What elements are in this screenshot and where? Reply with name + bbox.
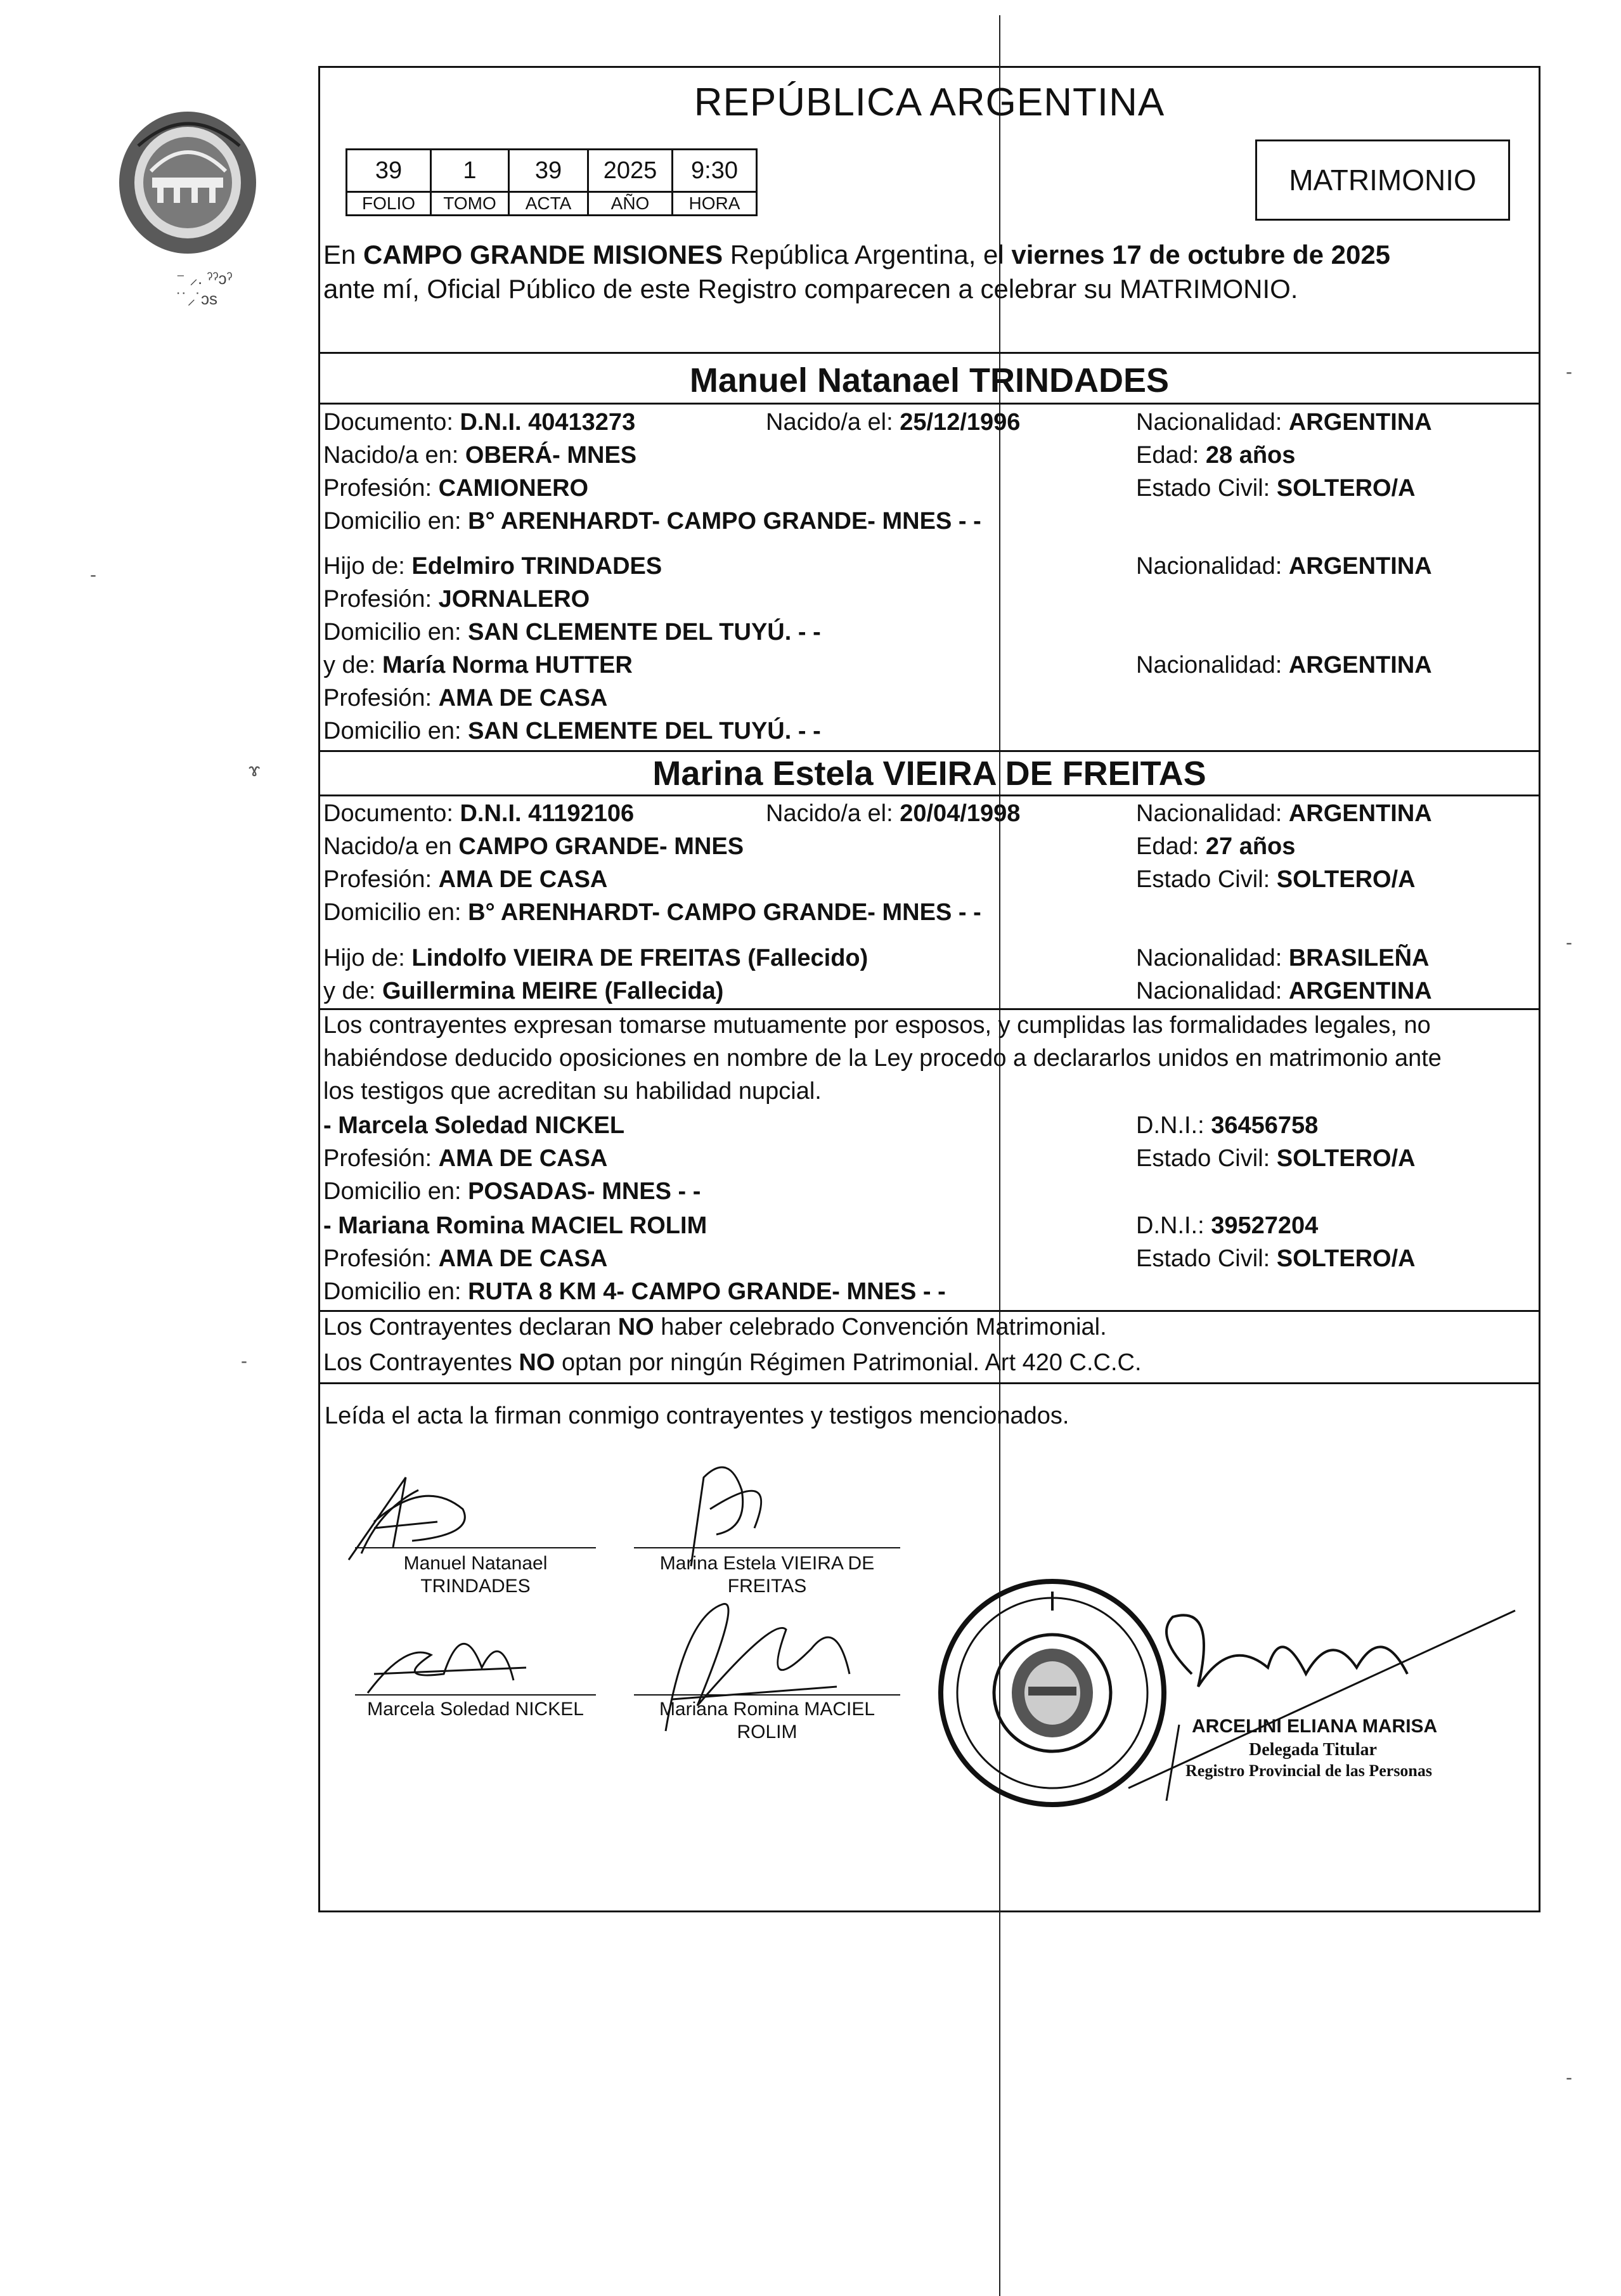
spouse2-age: Edad: 27 años	[1136, 833, 1296, 860]
seal-text-2: ˙˙⸝˙ɔs	[176, 289, 217, 308]
witness2-profession: Profesión: AMA DE CASA	[323, 1245, 608, 1272]
speck: ɤ	[249, 760, 261, 781]
sig-label-witness1: Marcela Soledad NICKEL	[367, 1699, 584, 1720]
country-title: REPÚBLICA ARGENTINA	[694, 81, 1165, 124]
spouse1-profession: Profesión: CAMIONERO	[323, 475, 589, 502]
sigline-2	[634, 1547, 900, 1548]
spouse2-father-nationality: Nacionalidad: BRASILEÑA	[1136, 945, 1430, 971]
sigline-1	[355, 1547, 596, 1548]
spouse2-mother-nationality: Nacionalidad: ARGENTINA	[1136, 978, 1432, 1004]
spouse2-born-in: Nacido/a en CAMPO GRANDE- MNES	[323, 833, 744, 860]
spouse1-domicile: Domicilio en: B° ARENHARDT- CAMPO GRANDE- MNES - -	[323, 508, 981, 535]
sigline-3	[355, 1694, 596, 1696]
spouse1-doc: Documento: D.N.I. 40413273	[323, 409, 636, 436]
hora-label: HORA	[673, 192, 757, 216]
closing-text: Leída el acta la firman conmigo contrayentes y testigos mencionados.	[325, 1403, 1069, 1429]
official-title: Delegada Titular	[1249, 1740, 1377, 1760]
spouse1-father-nationality: Nacionalidad: ARGENTINA	[1136, 553, 1432, 580]
spouse2-doc: Documento: D.N.I. 41192106	[323, 800, 635, 827]
witness1-dni: D.N.I.: 36456758	[1136, 1112, 1319, 1139]
signature-spouse1	[336, 1452, 501, 1566]
seal-text-1: ⁻ ⸝. ˀˀɔˀ	[176, 269, 233, 288]
spouse1-born-on: Nacido/a el: 25/12/1996	[766, 409, 1021, 436]
intro-line-2: ante mí, Oficial Público de este Registro comparecen a celebrar su MATRIMONIO.	[323, 274, 1298, 304]
witness2-dni: D.N.I.: 39527204	[1136, 1212, 1319, 1239]
divider	[318, 403, 1540, 405]
spouse1-father-profession: Profesión: JORNALERO	[323, 586, 590, 613]
acta-label: ACTA	[509, 192, 588, 216]
tomo-value: 1	[431, 150, 509, 192]
speck: -	[1566, 361, 1572, 382]
spouse1-mother-profession: Profesión: AMA DE CASA	[323, 685, 608, 711]
spouse2-born-on: Nacido/a el: 20/04/1998	[766, 800, 1021, 827]
speck: -	[241, 1351, 247, 1372]
declaration-line-1: Los contrayentes expresan tomarse mutuamente por esposos, y cumplidas las formalidades legales, no	[323, 1012, 1431, 1039]
tomo-label: TOMO	[431, 192, 509, 216]
intro-line-1: En CAMPO GRANDE MISIONES República Argentina, el viernes 17 de octubre de 2025	[323, 240, 1391, 269]
witness1-name: - Marcela Soledad NICKEL	[323, 1112, 625, 1139]
signature-witness1	[355, 1604, 533, 1706]
folio-label: FOLIO	[347, 192, 431, 216]
declaration-line-3: los testigos que acreditan su habilidad nupcial.	[323, 1078, 822, 1105]
convention-1: Los Contrayentes declaran NO haber celebrado Convención Matrimonial.	[323, 1314, 1107, 1340]
divider	[318, 352, 1540, 354]
spouse2-name: Marina Estela VIEIRA DE FREITAS	[652, 755, 1206, 793]
witness1-profession: Profesión: AMA DE CASA	[323, 1145, 608, 1172]
sig-label-spouse1: Manuel Natanael TRINDADES	[403, 1553, 548, 1597]
sigline-4	[634, 1694, 900, 1696]
divider	[318, 795, 1540, 796]
spouse2-domicile: Domicilio en: B° ARENHARDT- CAMPO GRANDE- MNES - -	[323, 899, 981, 926]
acta-value: 39	[509, 150, 588, 192]
witness2-domicile: Domicilio en: RUTA 8 KM 4- CAMPO GRANDE- MNES - -	[323, 1278, 946, 1305]
record-grid	[346, 148, 758, 216]
spouse1-born-in: Nacido/a en: OBERÁ- MNES	[323, 442, 637, 469]
spouse2-mother: y de: Guillermina MEIRE (Fallecida)	[323, 978, 724, 1004]
divider	[318, 1008, 1540, 1010]
fold-line	[999, 15, 1000, 2296]
spouse1-nationality: Nacionalidad: ARGENTINA	[1136, 409, 1432, 436]
hora-value: 9:30	[673, 150, 757, 192]
sig-label-witness2: Mariana Romina MACIEL ROLIM	[659, 1699, 875, 1742]
anio-label: AÑO	[588, 192, 673, 216]
spouse1-mother: y de: María Norma HUTTER	[323, 652, 633, 678]
spouse1-name: Manuel Natanael TRINDADES	[689, 361, 1170, 399]
provincial-seal	[113, 108, 265, 266]
spouse1-age: Edad: 28 años	[1136, 442, 1296, 469]
declaration-line-2: habiéndose deducido oposiciones en nombre de la Ley procedo a declararlos unidos en matrimonio ante	[323, 1045, 1442, 1072]
anio-value: 2025	[588, 150, 673, 192]
spouse2-profession: Profesión: AMA DE CASA	[323, 866, 608, 893]
official-name: ARCELINI ELIANA MARISA	[1192, 1716, 1438, 1737]
intro-place: CAMPO GRANDE MISIONES	[363, 240, 723, 269]
witness2-civil-status: Estado Civil: SOLTERO/A	[1136, 1245, 1416, 1272]
speck: -	[1566, 2067, 1572, 2088]
folio-value: 39	[347, 150, 431, 192]
spouse2-father: Hijo de: Lindolfo VIEIRA DE FREITAS (Fallecido)	[323, 945, 869, 971]
spouse1-mother-domicile: Domicilio en: SAN CLEMENTE DEL TUYÚ. - -	[323, 718, 821, 744]
divider	[318, 750, 1540, 752]
divider	[318, 1310, 1540, 1312]
spouse2-nationality: Nacionalidad: ARGENTINA	[1136, 800, 1432, 827]
spouse1-civil-status: Estado Civil: SOLTERO/A	[1136, 475, 1416, 502]
spouse1-father: Hijo de: Edelmiro TRINDADES	[323, 553, 662, 580]
act-type-box: MATRIMONIO	[1255, 139, 1510, 221]
spouse1-mother-nationality: Nacionalidad: ARGENTINA	[1136, 652, 1432, 678]
intro-date: viernes 17 de octubre de 2025	[1011, 240, 1391, 269]
witness2-name: - Mariana Romina MACIEL ROLIM	[323, 1212, 707, 1239]
speck: -	[1566, 932, 1572, 953]
spouse1-father-domicile: Domicilio en: SAN CLEMENTE DEL TUYÚ. - -	[323, 619, 821, 645]
speck: -	[90, 564, 96, 585]
sig-label-spouse2: Marina Estela VIEIRA DE FREITAS	[659, 1553, 875, 1597]
spouse2-civil-status: Estado Civil: SOLTERO/A	[1136, 866, 1416, 893]
witness1-domicile: Domicilio en: POSADAS- MNES - -	[323, 1178, 701, 1205]
official-office: Registro Provincial de las Personas	[1185, 1761, 1433, 1780]
witness1-civil-status: Estado Civil: SOLTERO/A	[1136, 1145, 1416, 1172]
divider	[318, 1382, 1540, 1384]
convention-2: Los Contrayentes NO optan por ningún Régimen Patrimonial. Art 420 C.C.C.	[323, 1349, 1142, 1376]
